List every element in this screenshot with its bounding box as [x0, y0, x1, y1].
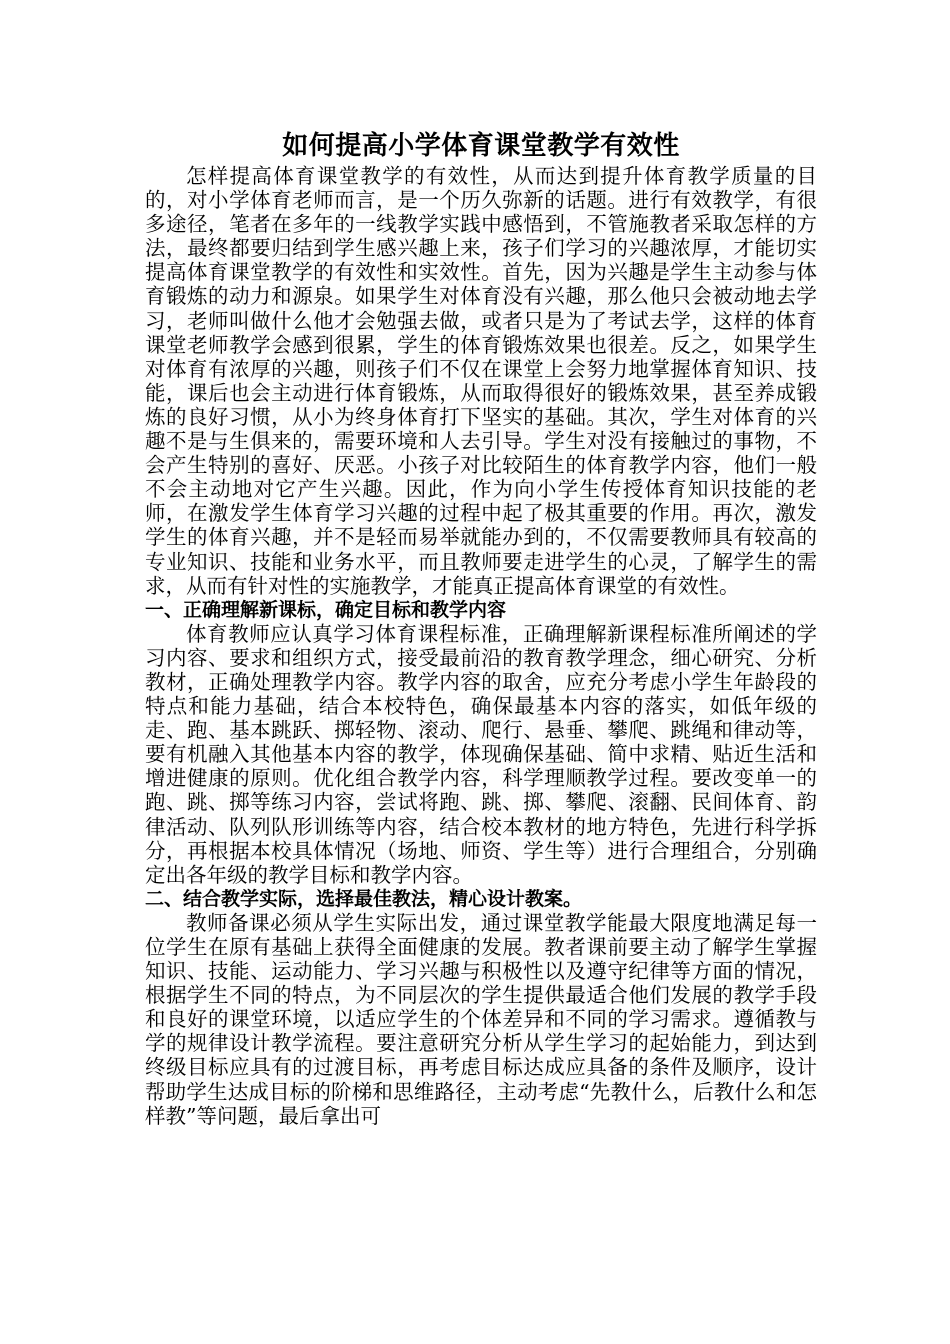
section-body-2: 教师备课必须从学生实际出发，通过课堂教学能最大限度地满足每一位学生在原有基础上获得全面健康的发展。教者课前要主动了解学生掌握知识、技能、运动能力、学习兴趣与积极性以及遵守纪律等方面的情况，根据学生不同的特点，为不同层次的学生提供最适合他们发展的教学手段和良好的课堂环境，以适应学生的个体差异和不同的学习需求。遵循教与学的规律设计教学流程。要注意研究分析从学生学习的起始能力，到达到终级目标应具有的过渡目标，再考虑目标达成应具备的条件及顺序，设计帮助学生达成目标的阶梯和思维路径，主动考虑“先教什么，后教什么和怎样教”等问题，最后拿出可 [145, 910, 817, 1128]
section-body-1: 体育教师应认真学习体育课程标准，正确理解新课程标准所阐述的学习内容、要求和组织方式，接受最前沿的教育教学理念，细心研究、分析教材，正确处理教学内容。教学内容的取舍，应充分考虑小学生年龄段的特点和能力基础，结合本校特色，确保最基本内容的落实，如低年级的走、跑、基本跳跃、掷轻物、滚动、爬行、悬垂、攀爬、跳绳和律动等，要有机融入其他基本内容的教学，体现确保基础、简中求精、贴近生活和增进健康的原则。优化组合教学内容，科学理顺教学过程。要改变单一的跑、跳、掷等练习内容，尝试将跑、跳、掷、攀爬、滚翻、民间体育、韵律活动、队列队形训练等内容，结合校本教材的地方特色，先进行科学拆分，再根据本校具体情况（场地、师资、学生等）进行合理组合，分别确定出各年级的教学目标和教学内容。 [145, 621, 817, 887]
intro-paragraph: 怎样提高体育课堂教学的有效性，从而达到提升体育教学质量的目的，对小学体育老师而言，是一个历久弥新的话题。进行有效教学，有很多途径，笔者在多年的一线教学实践中感悟到，不管施教者采取怎样的方法，最终都要归结到学生感兴趣上来，孩子们学习的兴趣浓厚，才能切实提高体育课堂教学的有效性和实效性。首先，因为兴趣是学生主动参与体育锻炼的动力和源泉。如果学生对体育没有兴趣，那么他只会被动地去学习，老师叫做什么他才会勉强去做，或者只是为了考试去学，这样的体育课堂老师教学会感到很累，学生的体育锻炼效果也很差。反之，如果学生对体育有浓厚的兴趣，则孩子们不仅在课堂上会努力地掌握体育知识、技能，课后也会主动进行体育锻炼，从而取得很好的锻炼效果，甚至养成锻炼的良好习惯，从小为终身体育打下坚实的基础。其次，学生对体育的兴趣不是与生俱来的，需要环境和人去引导。学生对没有接触过的事物，不会产生特别的喜好、厌恶。小孩子对比较陌生的体育教学内容，他们一般不会主动地对它产生兴趣。因此，作为向小学生传授体育知识技能的老师，在激发学生体育学习兴趣的过程中起了极其重要的作用。再次，激发学生的体育兴趣，并不是轻而易举就能办到的，不仅需要教师具有较高的专业知识、技能和业务水平，而且教师要走进学生的心灵，了解学生的需求，从而有针对性的实施教学，才能真正提高体育课堂的有效性。 [145, 164, 817, 598]
section-heading-1: 一、正确理解新课标，确定目标和教学内容 [145, 598, 507, 621]
section-heading-2: 二、结合教学实际，选择最佳教法，精心设计教案。 [145, 887, 583, 910]
document-title: 如何提高小学体育课堂教学有效性 [282, 131, 680, 161]
document-page [145, 128, 817, 1128]
